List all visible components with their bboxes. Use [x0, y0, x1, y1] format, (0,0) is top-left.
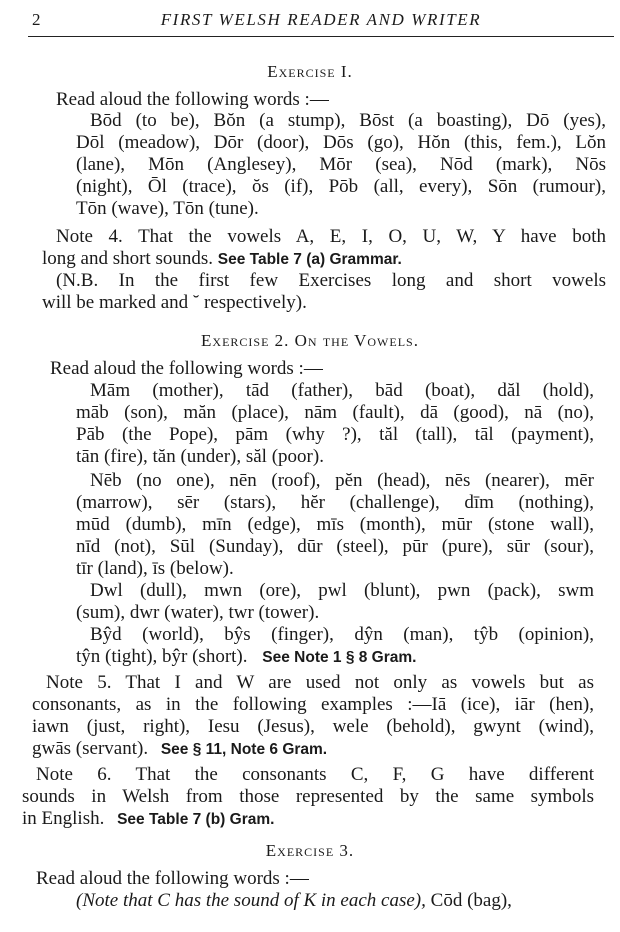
- exercise-1-intro: Read aloud the following words :—: [56, 89, 329, 110]
- note-6-line-3: [22, 808, 274, 831]
- note-5-line-4: [32, 738, 327, 761]
- exercise-2-line-10: Dwl (dull), mwn (ore), pwl (blunt), pwn (pack), swm: [90, 580, 594, 601]
- exercise-1-line-2: Dōl (meadow), Dōr (door), Dōs (go), Hŏn (this, fem.), Lŏn: [76, 132, 606, 153]
- note-6-line-2: sounds in Welsh from those represented by the same symbols: [22, 786, 594, 807]
- grammar-reference: See Table 7 (b) Gram.: [117, 811, 275, 828]
- note-4-text: long and short sounds.: [42, 248, 213, 269]
- exercise-2-line-13: [76, 646, 416, 669]
- exercise-1-line-4: (night), Ōl (trace), ŏs (if), Pōb (all, every), Sōn (rumour),: [76, 176, 606, 197]
- exercise-2-line-7: mūd (dumb), mīn (edge), mīs (month), mūr (stone wall),: [76, 514, 594, 535]
- note-4-line-1: Note 4. That the vowels A, E, I, O, U, W, Y have both: [56, 226, 606, 247]
- exercise-2-line-12: Bŷd (world), bŷs (finger), dŷn (man), tŷb (opinion),: [90, 624, 594, 645]
- page-number: 2: [32, 10, 41, 29]
- note-4-nb-line-1: (N.B. In the first few Exercises long and short vowels: [56, 270, 606, 291]
- grammar-reference: See Table 7 (a) Grammar.: [217, 251, 402, 268]
- exercise-3-intro: Read aloud the following words :—: [36, 868, 309, 889]
- note-5-line-4-text: gwās (servant).: [32, 738, 149, 759]
- note-4-nb-line-2: will be marked and ˘ respectively).: [42, 292, 307, 313]
- note-6-line-1: Note 6. That the consonants C, F, G have different: [36, 764, 594, 785]
- exercise-3-note: (Note that C has the sound of K in each case),: [76, 890, 426, 911]
- grammar-reference: See § 11, Note 6 Gram.: [160, 741, 328, 758]
- note-6-line-3-text: in English.: [22, 808, 105, 829]
- exercise-1-line-3: (lane), Mōn (Anglesey), Mōr (sea), Nōd (mark), Nōs: [76, 154, 606, 175]
- page-header: [28, 6, 614, 37]
- note-5-line-2: consonants, as in the following examples :—Iā (ice), iār (hen),: [32, 694, 594, 715]
- note-5-line-3: iawn (just, right), Iesu (Jesus), wele (behold), gwynt (wind),: [32, 716, 594, 737]
- exercise-3-line-1-text: Cōd (bag),: [430, 890, 512, 911]
- exercise-2-line-9: tīr (land), īs (below).: [76, 558, 234, 579]
- exercise-2-line-3: Pāb (the Pope), pām (why ?), tăl (tall), tāl (payment),: [76, 424, 594, 445]
- note-4-line-2: [42, 248, 402, 271]
- exercise-3-line-1: [76, 890, 512, 912]
- exercise-2-intro: Read aloud the following words :—: [50, 358, 323, 379]
- exercise-1-line-1: Bōd (to be), Bŏn (a stump), Bōst (a boasting), Dō (yes),: [90, 110, 606, 131]
- exercise-2-line-13-text: tŷn (tight), bŷr (short).: [76, 646, 248, 667]
- note-5-line-1: Note 5. That I and W are used not only as vowels but as: [46, 672, 594, 693]
- exercise-2-line-1: Mām (mother), tād (father), bād (boat), dăl (hold),: [90, 380, 594, 401]
- exercise-2-line-2: māb (son), măn (place), nām (fault), dā (good), nā (no),: [76, 402, 594, 423]
- exercise-2-line-6: (marrow), sēr (stars), hĕr (challenge), dīm (nothing),: [76, 492, 594, 513]
- running-title: FIRST WELSH READER AND WRITER: [160, 10, 482, 29]
- exercise-2-line-8: nīd (not), Sūl (Sunday), dūr (steel), pūr (pure), sūr (sour),: [76, 536, 594, 557]
- exercise-2-heading: Exercise 2. On the Vowels.: [201, 331, 419, 350]
- exercise-1-heading: Exercise I.: [267, 62, 353, 81]
- exercise-2-line-11: (sum), dwr (water), twr (tower).: [76, 602, 320, 623]
- exercise-1-line-5: Tōn (wave), Tōn (tune).: [76, 198, 259, 219]
- exercise-2-line-4: tān (fire), tăn (under), săl (poor).: [76, 446, 324, 467]
- exercise-2-line-5: Nēb (no one), nēn (roof), pĕn (head), nēs (nearer), mēr: [90, 470, 594, 491]
- grammar-reference: See Note 1 § 8 Gram.: [262, 649, 417, 666]
- exercise-3-heading: Exercise 3.: [265, 841, 355, 860]
